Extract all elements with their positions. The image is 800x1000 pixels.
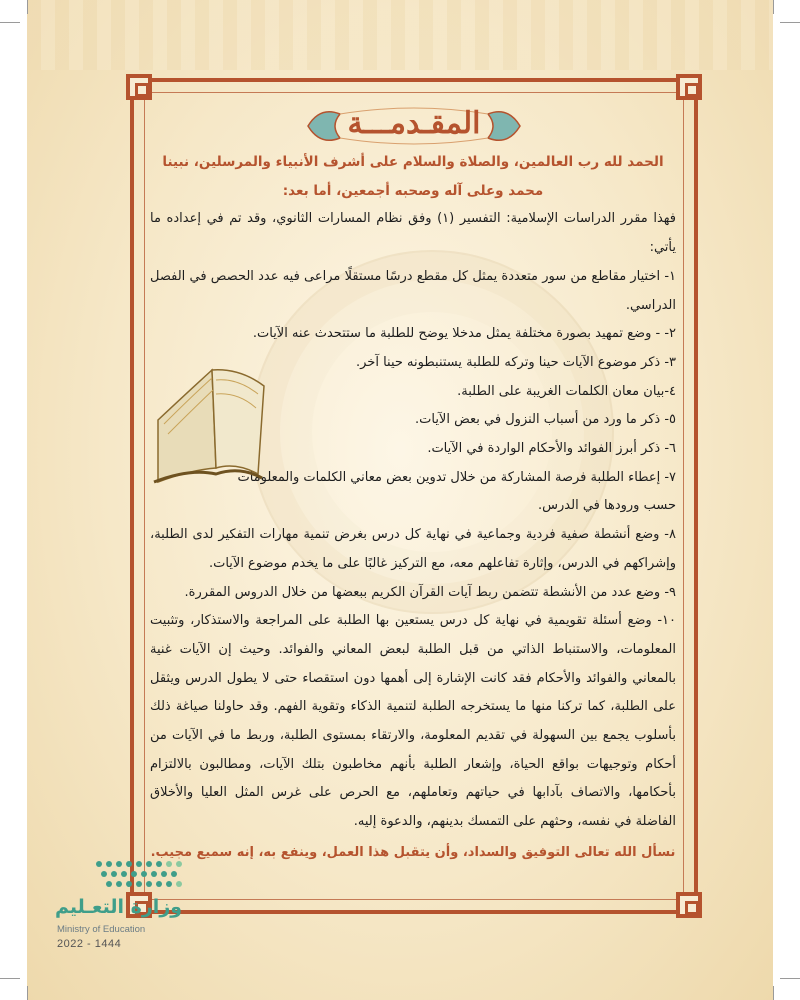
crop-mark [773, 986, 774, 1000]
crop-mark [780, 978, 800, 979]
crop-mark [0, 22, 20, 23]
list-item: ٢- - وضع تمهيد بصورة مختلفة يمثل مدخلا يوضح للطلبة ما ستتحدث عنه الآيات. [252, 326, 676, 342]
list-item: ٧- إعطاء الطلبة فرصة المشاركة من خلال تدوين بعض معاني الكلمات والمعلومات [237, 469, 676, 485]
list-item: ٨- وضع أنشطة صفية فردية وجماعية في نهاية كل درس بغرض تنمية مهارات التفكير لدى الطلبة، وإشراكهم في الدرس، وإثارة تفاعلهم معه، مع التركيز غالبًا على ما يخدم موضوع الآيات. [150, 527, 676, 571]
edition-year: 2022 - 1444 [57, 938, 122, 950]
crop-mark [27, 986, 28, 1000]
page-title: المقـدمـــة [347, 106, 481, 141]
list-item: ٣- ذكر موضوع الآيات حينا وتركه للطلبة يستنبطونه حينا آخر. [356, 354, 676, 370]
closing-prayer: نسأل الله تعالى التوفيق والسداد، وأن يتقبل هذا العمل، وينفع به، إنه سميع مجيب. [150, 844, 676, 860]
ministry-name-english: Ministry of Education [57, 924, 146, 935]
frame-corner-ornament [126, 74, 152, 100]
title-banner [300, 98, 528, 154]
quran-book-illustration [150, 350, 270, 490]
list-item: ٦- ذكر أبرز الفوائد والأحكام الواردة في الآيات. [427, 441, 676, 457]
decorative-top-strip [27, 0, 773, 70]
lead-paragraph: فهذا مقرر الدراسات الإسلامية: التفسير (١) وفق نظام المسارات الثانوي، وقد تم في إعداده ما يأتي: [150, 211, 677, 256]
intro-text-block [150, 148, 676, 868]
intro-paragraph: الحمد لله رب العالمين، والصلاة والسلام على أشرف الأنبياء والمرسلين، نبينا محمد وعلى آله وصحبه أجمعين، أما بعد: [162, 154, 664, 199]
list-item: حسب ورودها في الدرس. [538, 498, 676, 514]
crop-mark [27, 0, 28, 14]
ministry-logo [55, 856, 190, 956]
list-item: ٥- ذكر ما ورد من أسباب النزول في بعض الآيات. [414, 412, 676, 428]
ministry-dots-icon [93, 856, 185, 894]
open-book-icon [150, 350, 270, 490]
crop-mark [780, 22, 800, 23]
crop-mark [773, 0, 774, 14]
frame-corner-ornament [676, 74, 702, 100]
list-item: ٤-بيان معان الكلمات الغريبة على الطلبة. [457, 383, 676, 399]
frame-corner-ornament [676, 892, 702, 918]
list-item: ١٠- وضع أسئلة تقويمية في نهاية كل درس يستعين بها الطلبة على المراجعة والاستذكار، وتثبيت المعلومات، والاستنباط الذاتي من قبل الطلبة لبعض المعاني والفوائد. وحيث إن الآيات غنية بالمعاني والفوائد والأحكام فقد كانت الإشارة إلى أهمها دون استقصاء حتى لا يطول الدرس ويثقل على الطلبة، كما تركنا منها ما يستخرجه الطلبة لتنمية الذكاء وتقوية الفهم. وقد حاولنا صياغة ذلك بأسلوب يجمع بين السهولة في تقديم المعلومة، والارتقاء بمستوى الطلبة، وربط ما في الآيات من أحكام وتوجيهات بواقع الحياة، وإشعار الطلبة بأنهم مخاطبون بتلك الآيات، ومطالبون بالالتزام بأحكامها، والاتصاف بآدابها في حياتهم وتعاملهم، مع الحرص على غرس المثل العليا والأخلاق الفاضلة في نفسه، وحثهم على التمسك بدينهم، والدعوة إليه. [150, 613, 676, 830]
crop-mark [0, 978, 20, 979]
list-item: ٩- وضع عدد من الأنشطة تتضمن ربط آيات القرآن الكريم ببعضها من خلال الدروس المقررة. [184, 584, 676, 600]
ministry-name-arabic: وزارة التعـليم [55, 896, 183, 918]
list-item: ١- اختيار مقاطع من سور متعددة يمثل كل مقطع درسًا مستقلًا مراعى فيه عدد الحصص في الفصل الدراسي. [150, 268, 676, 313]
